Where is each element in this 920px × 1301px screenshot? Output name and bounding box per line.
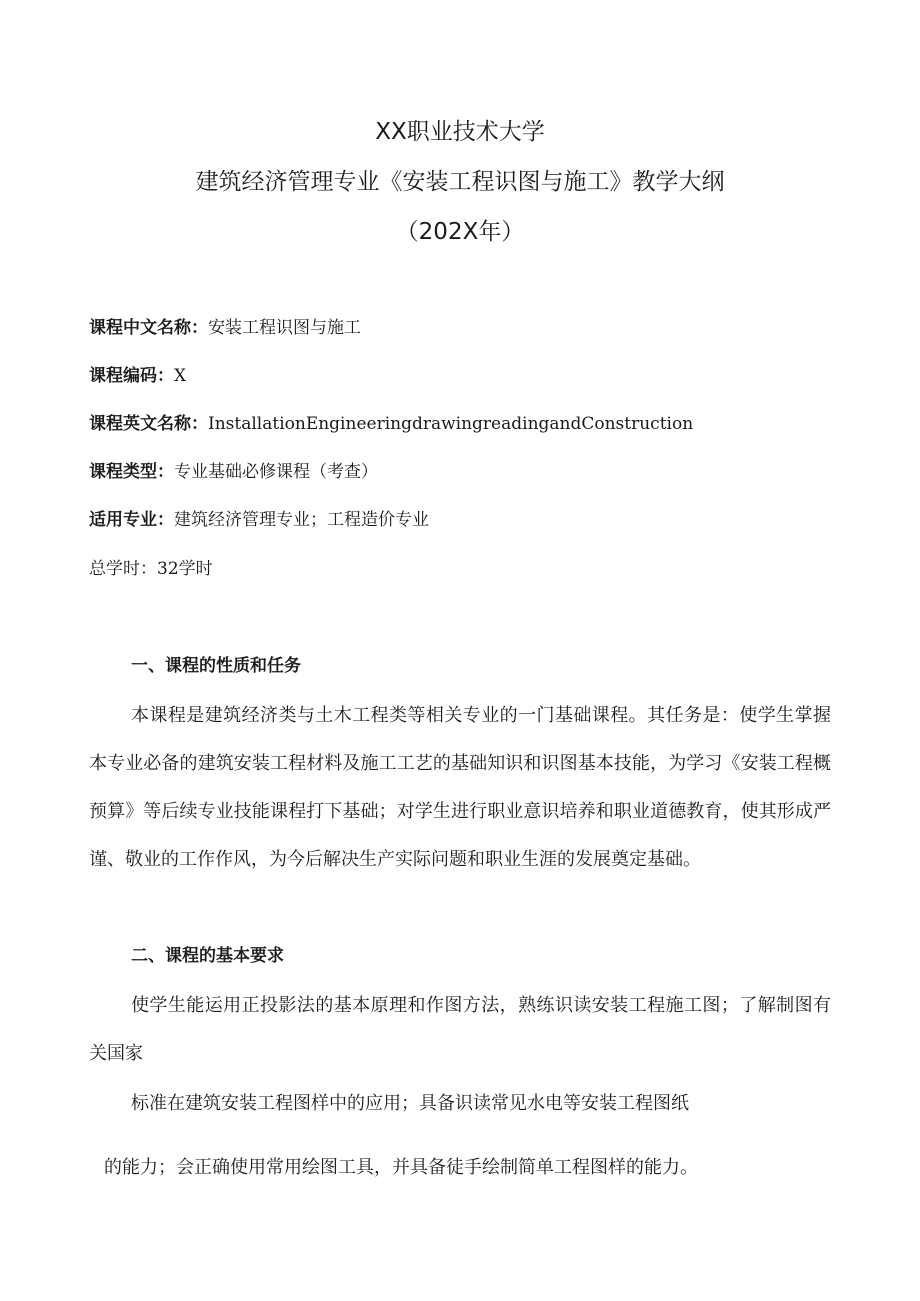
course-en-name-value: InstallationEngineeringdrawingreadingandConstruction <box>208 414 694 434</box>
applicable-major-value: 建筑经济管理专业；工程造价专业 <box>174 510 429 530</box>
applicable-major-row <box>89 508 429 532</box>
course-code-row <box>89 364 186 388</box>
course-cn-name-row <box>89 316 361 340</box>
course-code-value: X <box>174 366 187 386</box>
course-en-name-label: 课程英文名称： <box>89 414 208 434</box>
total-hours: 总学时：32学时 <box>89 559 213 579</box>
section-2-heading: 二、课程的基本要求 <box>131 946 284 966</box>
course-type-label: 课程类型： <box>89 462 174 482</box>
course-en-name-row <box>89 412 693 436</box>
syllabus-year: （202X年） <box>395 219 525 245</box>
applicable-major-label: 适用专业： <box>89 510 174 530</box>
section-1-body: 本课程是建筑经济类与土木工程类等相关专业的一门基础课程。其任务是：使学生掌握本专业必备的建筑安装工程材料及施工工艺的基础知识和识图基本技能，为学习《安装工程概预算》等后续专业技能课程打下基础；对学生进行职业意识培养和职业道德教育，使其形成严谨、敬业的工作作风，为今后解决生产实际问题和职业生涯的发展奠定基础。 <box>89 705 831 870</box>
syllabus-title: 建筑经济管理专业《安装工程识图与施工》教学大纲 <box>195 169 725 195</box>
university-name: XX职业技术大学 <box>375 119 545 145</box>
course-type-value: 专业基础必修课程（考查） <box>174 462 378 482</box>
section-2-body: 使学生能运用正投影法的基本原理和作图方法，熟练识读安装工程施工图；了解制图有关国家 <box>89 995 831 1064</box>
course-cn-name-value: 安装工程识图与施工 <box>208 318 361 338</box>
course-cn-name-label: 课程中文名称： <box>89 318 208 338</box>
section-1-heading: 一、课程的性质和任务 <box>131 656 301 676</box>
section-2-line-2: 标准在建筑安装工程图样中的应用；具备识读常见水电等安装工程图纸 <box>131 1093 689 1114</box>
course-code-label: 课程编码： <box>89 366 174 386</box>
course-type-row <box>89 460 378 484</box>
section-2-line-3: 的能力；会正确使用常用绘图工具，并具备徒手绘制简单工程图样的能力。 <box>104 1157 698 1178</box>
